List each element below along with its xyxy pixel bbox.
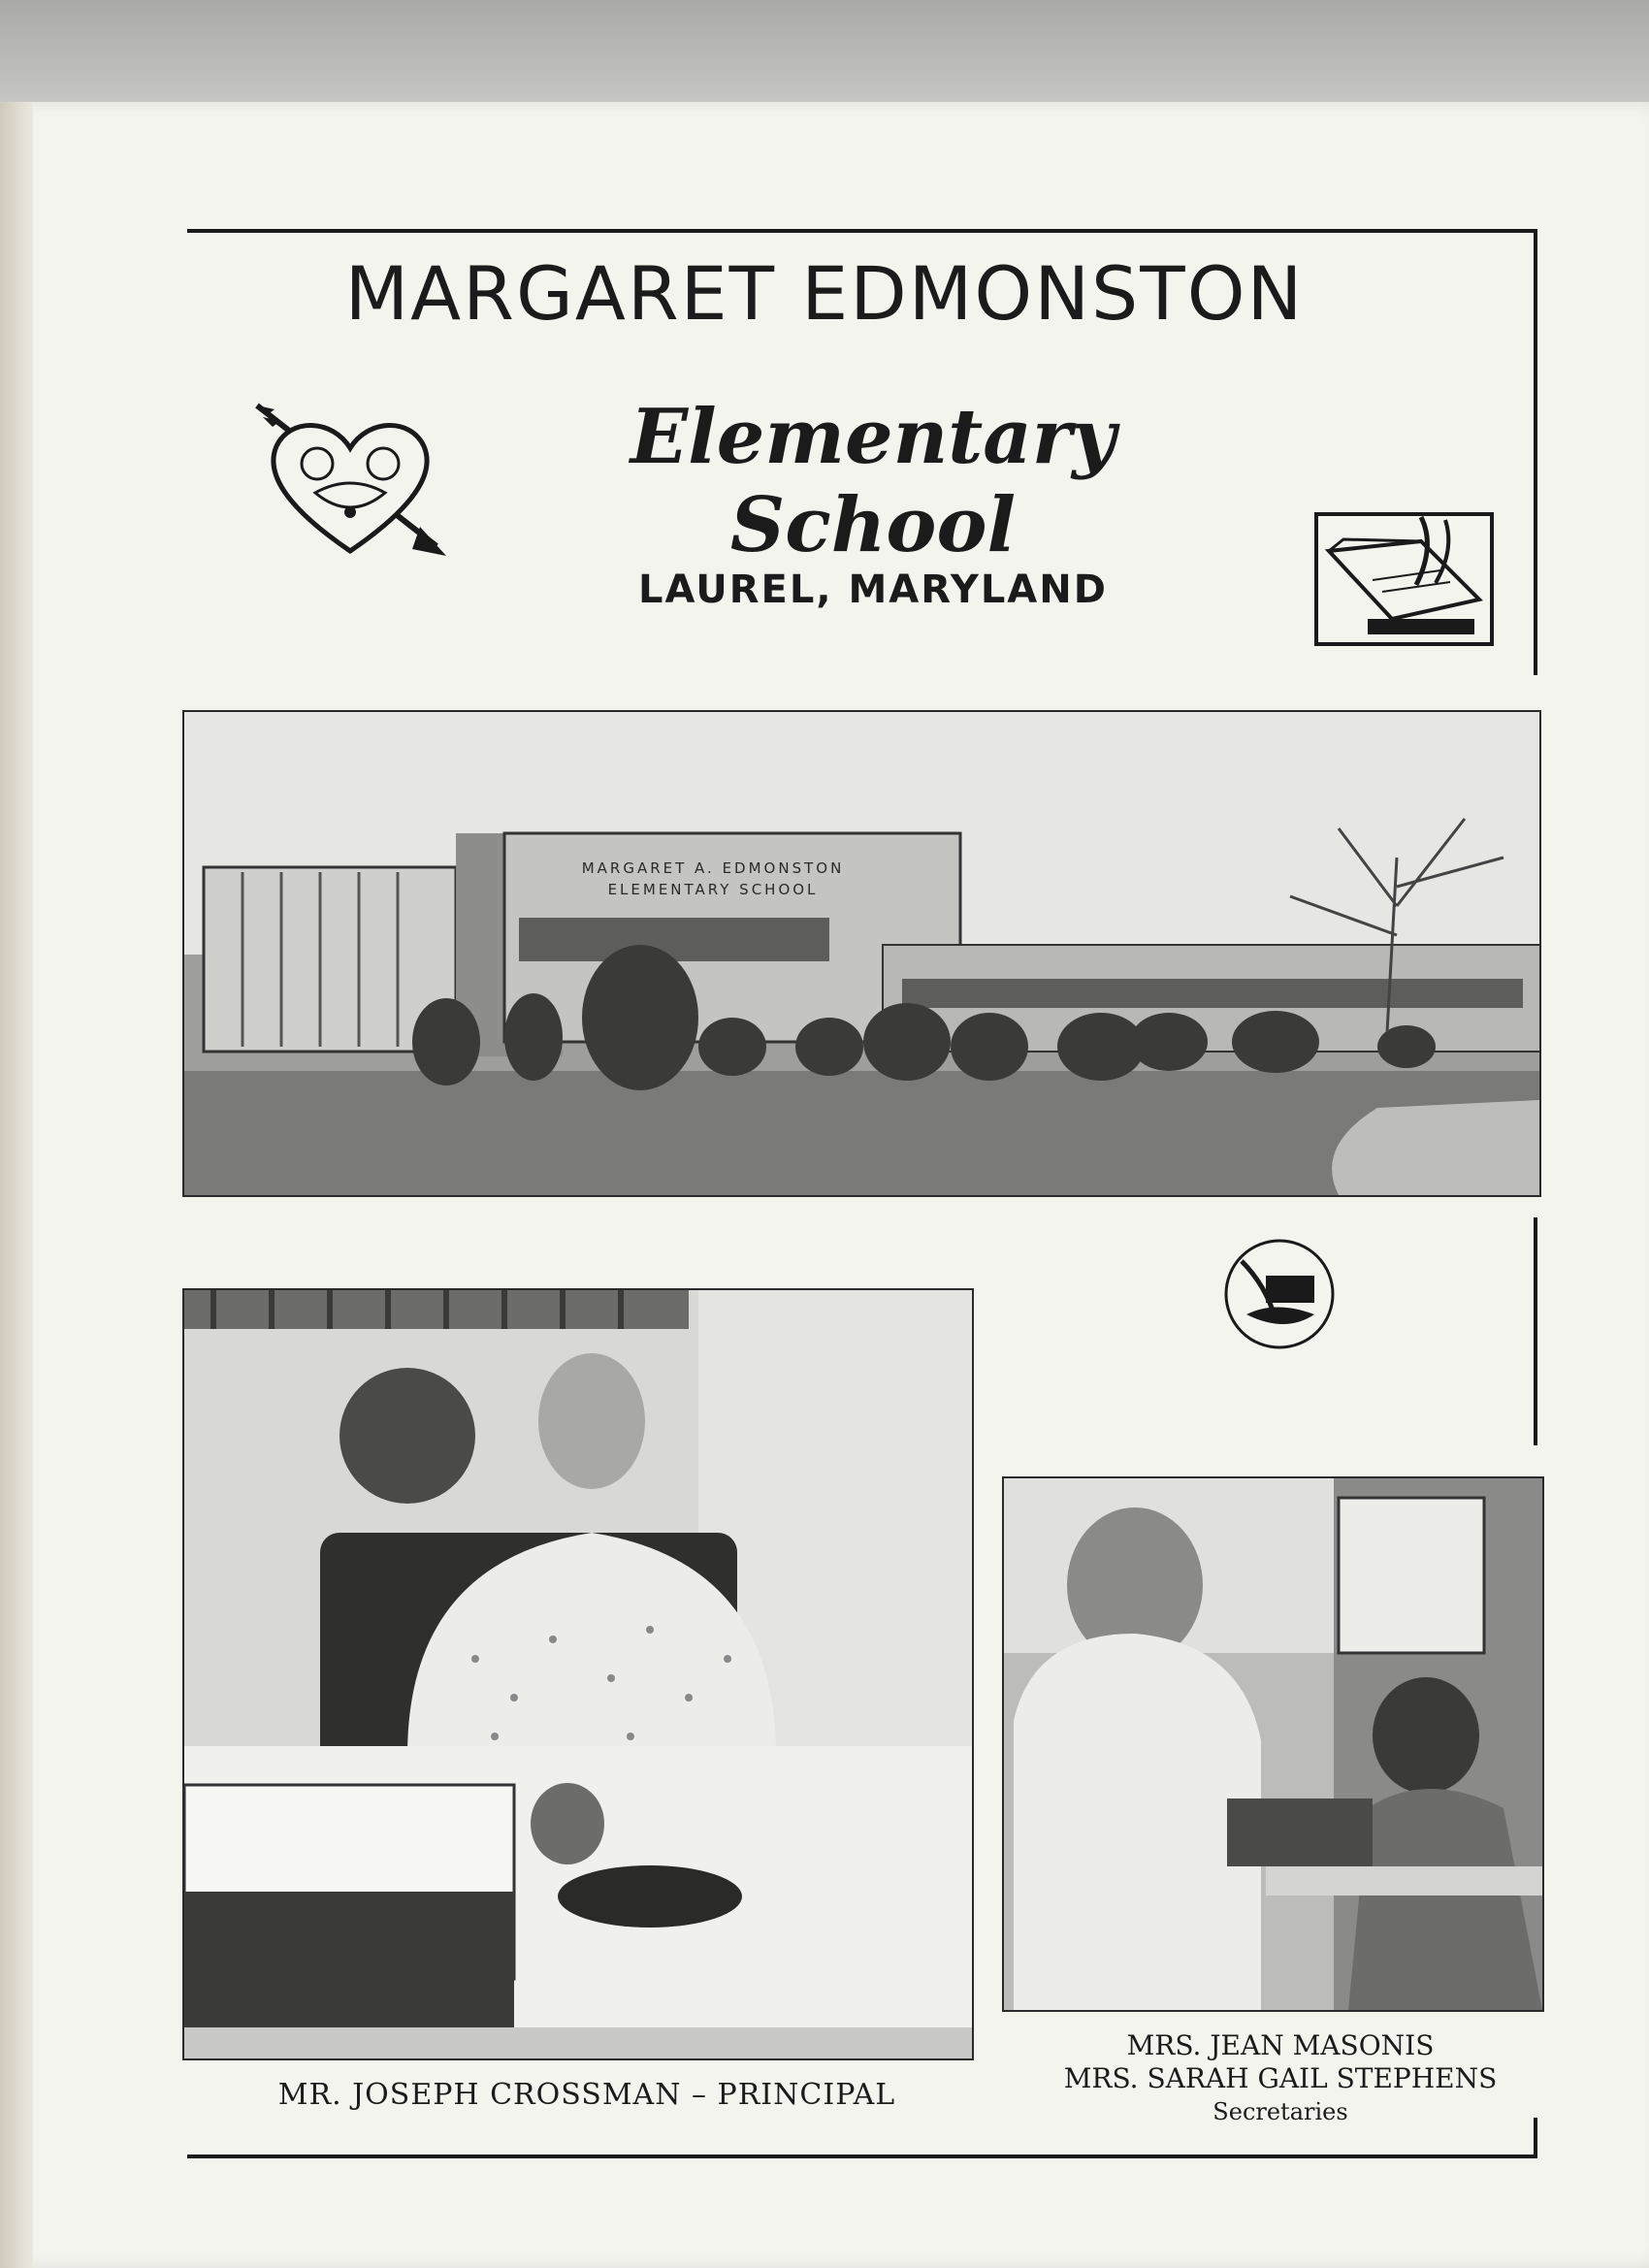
secretaries-photo xyxy=(1002,1476,1544,2012)
frame-right-line-middle xyxy=(1534,1217,1537,1445)
page-edge xyxy=(0,102,33,2268)
school-building-photo xyxy=(182,710,1541,1197)
school-name-title: MARGARET EDMONSTON xyxy=(344,250,1305,337)
building-sign-line2: ELEMENTARY SCHOOL xyxy=(607,881,819,898)
frame-right-line-upper xyxy=(1534,229,1537,675)
secretary-name-1: MRS. JEAN MASONIS xyxy=(1126,2029,1435,2061)
open-book-with-quill-icon xyxy=(1314,512,1494,646)
principal-caption: MR. JOSEPH CROSSMAN – PRINCIPAL xyxy=(277,2078,896,2112)
frame-bottom-line xyxy=(187,2155,1537,2158)
secretaries-caption xyxy=(1004,2029,1557,2128)
quill-and-inkwell-emblem-icon xyxy=(1222,1237,1337,1351)
scanner-background xyxy=(0,0,1649,109)
secretaries-role: Secretaries xyxy=(1212,2098,1348,2125)
location-heading: LAUREL, MARYLAND xyxy=(638,567,1108,612)
school-type-subtitle: Elementary School xyxy=(630,393,1116,569)
building-sign-line1: MARGARET A. EDMONSTON xyxy=(581,859,845,877)
heart-with-arrow-icon xyxy=(247,396,453,559)
building-sign-text xyxy=(553,858,873,900)
principal-photo xyxy=(182,1288,974,2060)
frame-top-line xyxy=(187,229,1537,233)
secretary-name-2: MRS. SARAH GAIL STEPHENS xyxy=(1063,2062,1498,2094)
